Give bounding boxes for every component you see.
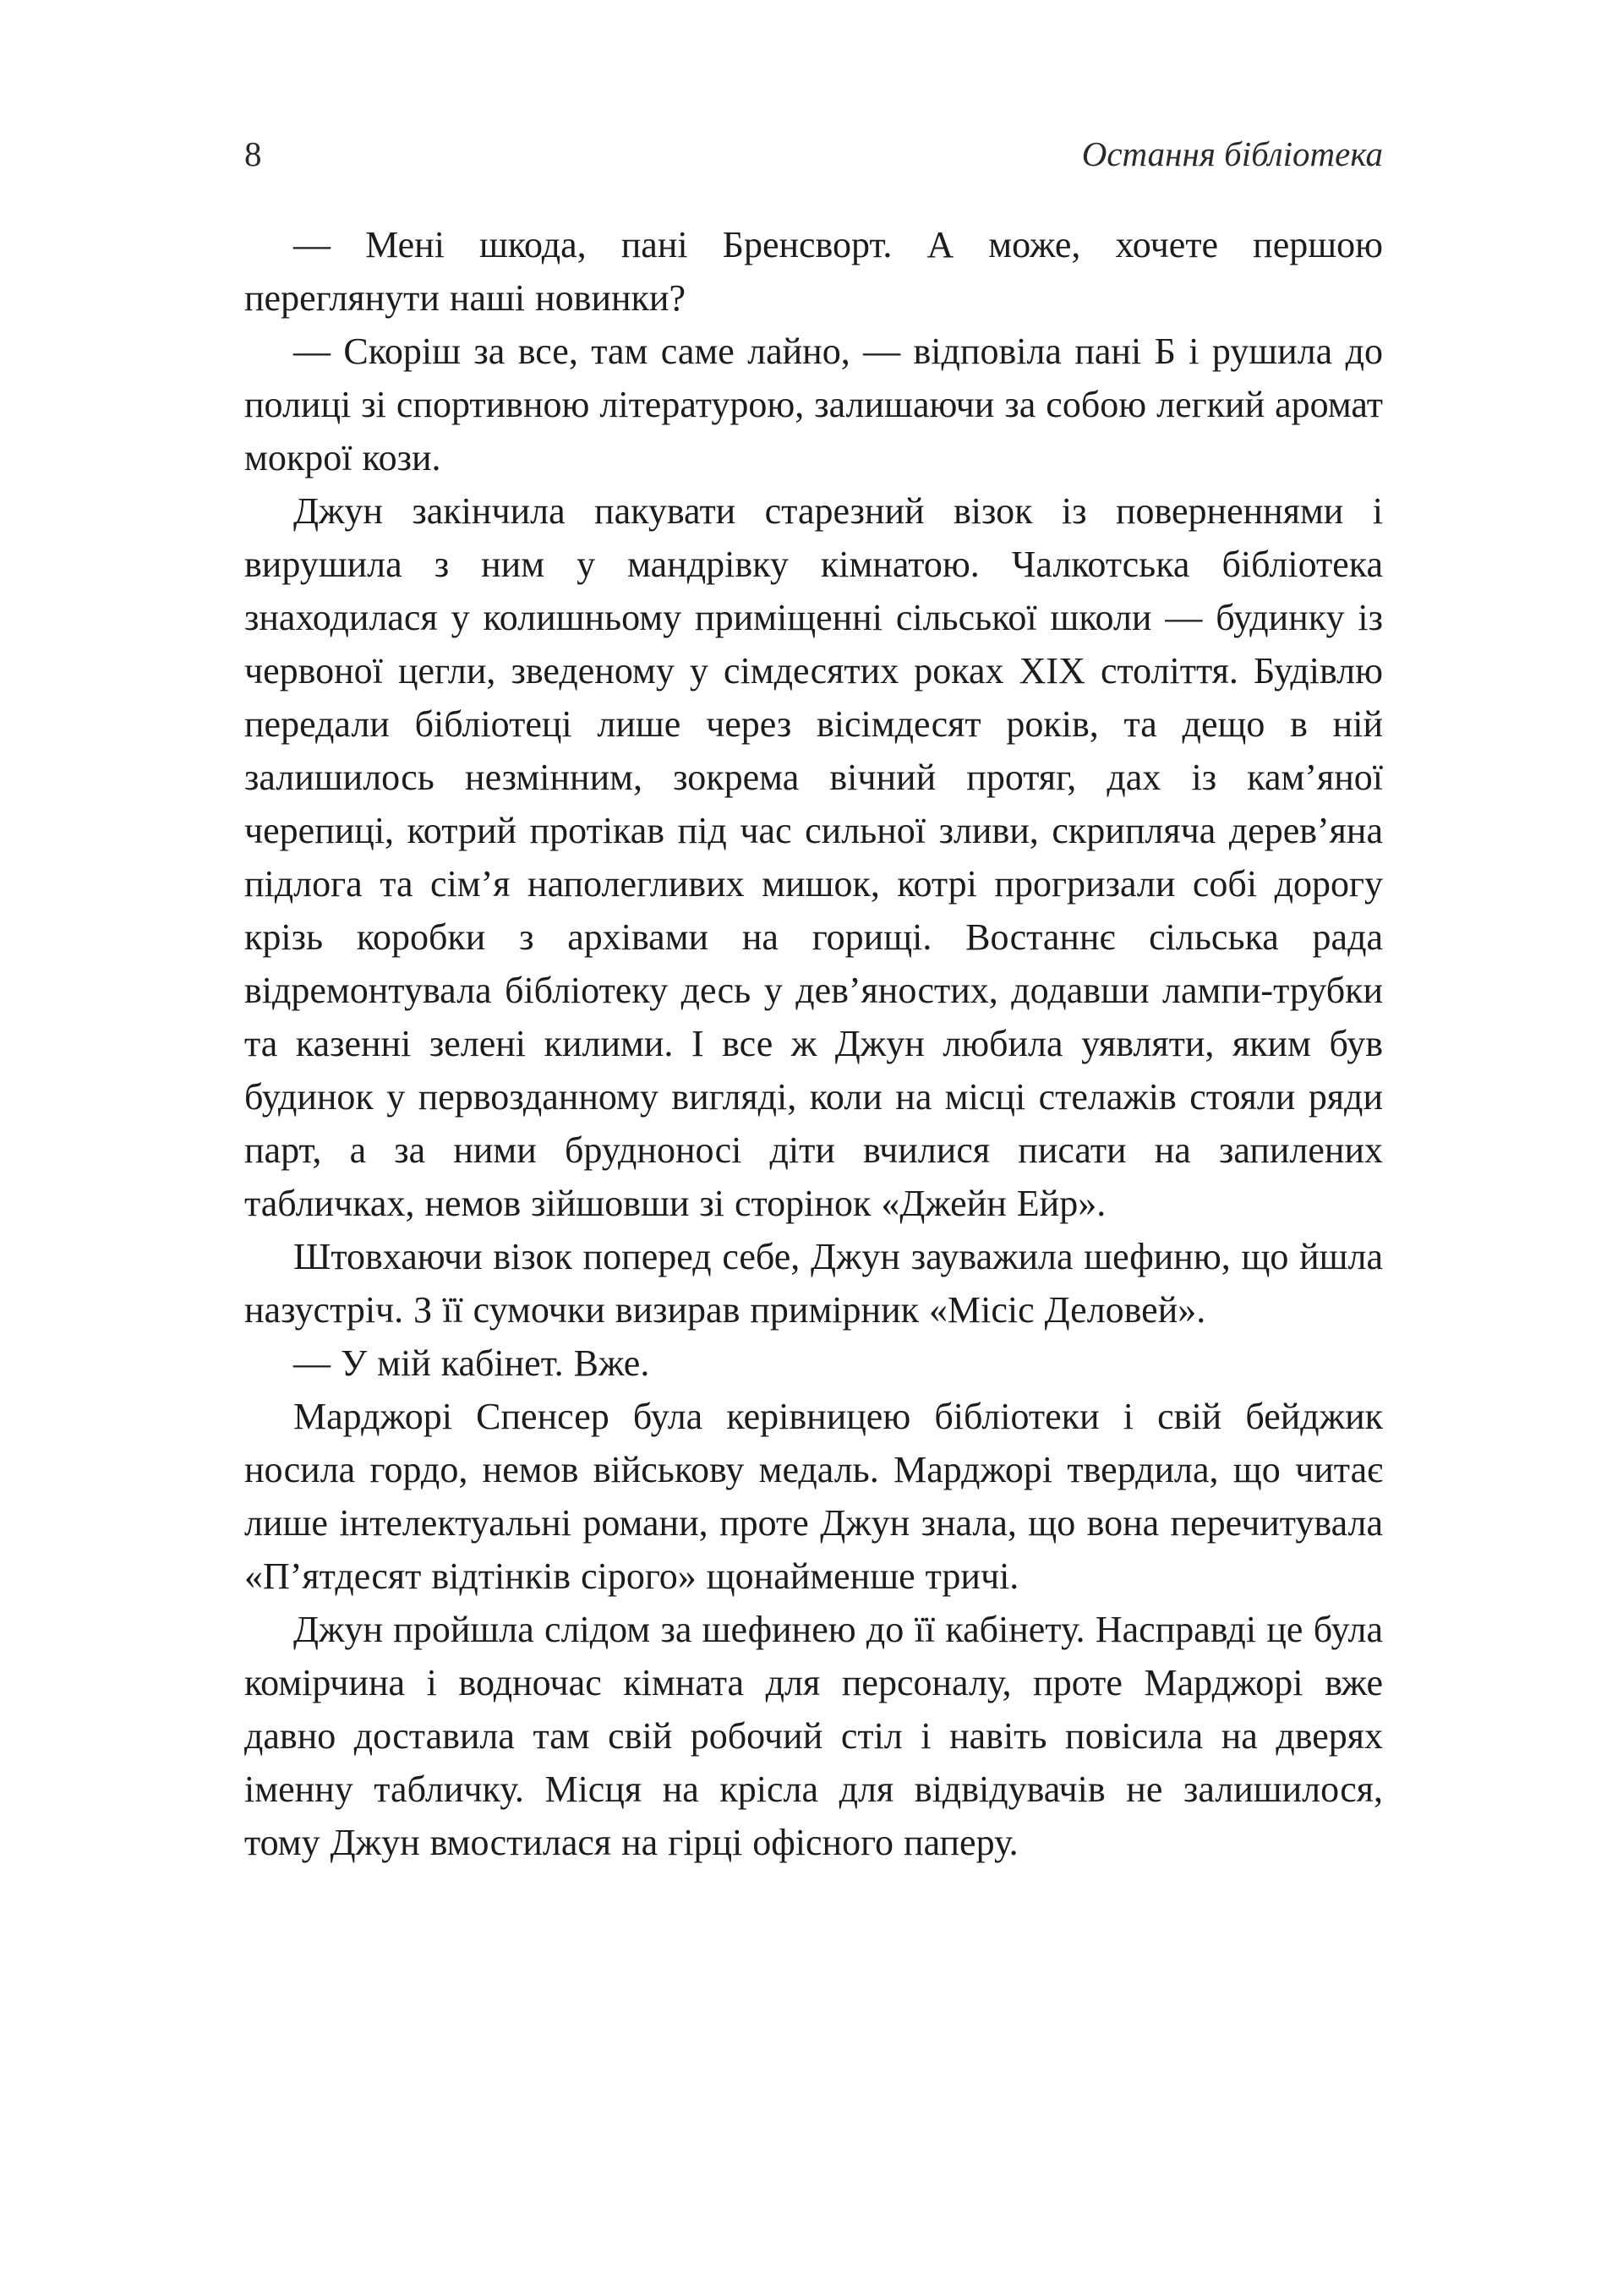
body-text [244,218,1383,1869]
paragraph-dialogue-2: — Скоріш за все, там саме лайно, — відповіла пані Б і рушила до полиці зі спортивною літературою, залишаючи за собою легкий аромат мокрої кози. [244,331,1383,478]
paragraph-marjorie: Марджорі Спенсер була керівницею бібліотеки і свій бейджик носила гордо, немов військову медаль. Марджорі твердила, що читає лише інтелектуальні романи, проте Джун знала, що вона перечитувала «П’ятдесят відтінків сірого» щонайменше тричі. [244,1396,1383,1597]
paragraph-office: Джун пройшла слідом за шефинею до її кабінету. Насправді це була комірчина і водночас кімната для персоналу, проте Марджорі вже давно доставила там свій робочий стіл і навіть повісила на дверях іменну табличку. Місця на крісла для відвідувачів не залишилося, тому Джун вмостилася на гірці офісного паперу. [244,1609,1383,1863]
paragraph-dialogue-1: — Мені шкода, пані Бренсворт. А може, хочете першою переглянути наші новинки? [244,224,1383,319]
page-number: 8 [244,134,262,173]
paragraph-boss-appears: Штовхаючи візок поперед себе, Джун зауважила шефиню, що йшла назустріч. З її сумочки визирав примірник «Місіс Деловей». [244,1236,1383,1331]
page-header [244,134,1383,174]
running-title: Остання бібліотека [1081,134,1383,173]
paragraph-dialogue-3: — У мій кабінет. Вже. [293,1342,650,1384]
paragraph-library-description: Джун закінчила пакувати старезний візок із поверненнями і вирушила з ним у мандрівку кімнатою. Чалкотська бібліотека знаходилася у колишньому приміщенні сільської школи — будинку із червоної цегли, зведеному у сімдесятих роках XIX століття. Будівлю передали бібліотеці лише через вісімдесят років, та дещо в ній залишилось незмінним, зокрема вічний протяг, дах із кам’яної черепиці, котрий протікав під час сильної зливи, скрипляча дерев’яна підлога та сім’я наполегливих мишок, котрі прогризали собі дорогу крізь коробки з архівами на горищі. Востаннє сільська рада відремонтувала бібліотеку десь у дев’яностих, додавши лампи-трубки та казенні зелені килими. І все ж Джун любила уявляти, яким був будинок у первозданному вигляді, коли на місці стелажів стояли ряди парт, а за ними брудноносі діти вчилися писати на запилених табличках, немов зійшовши зі сторінок «Джейн Ейр». [244,490,1383,1224]
